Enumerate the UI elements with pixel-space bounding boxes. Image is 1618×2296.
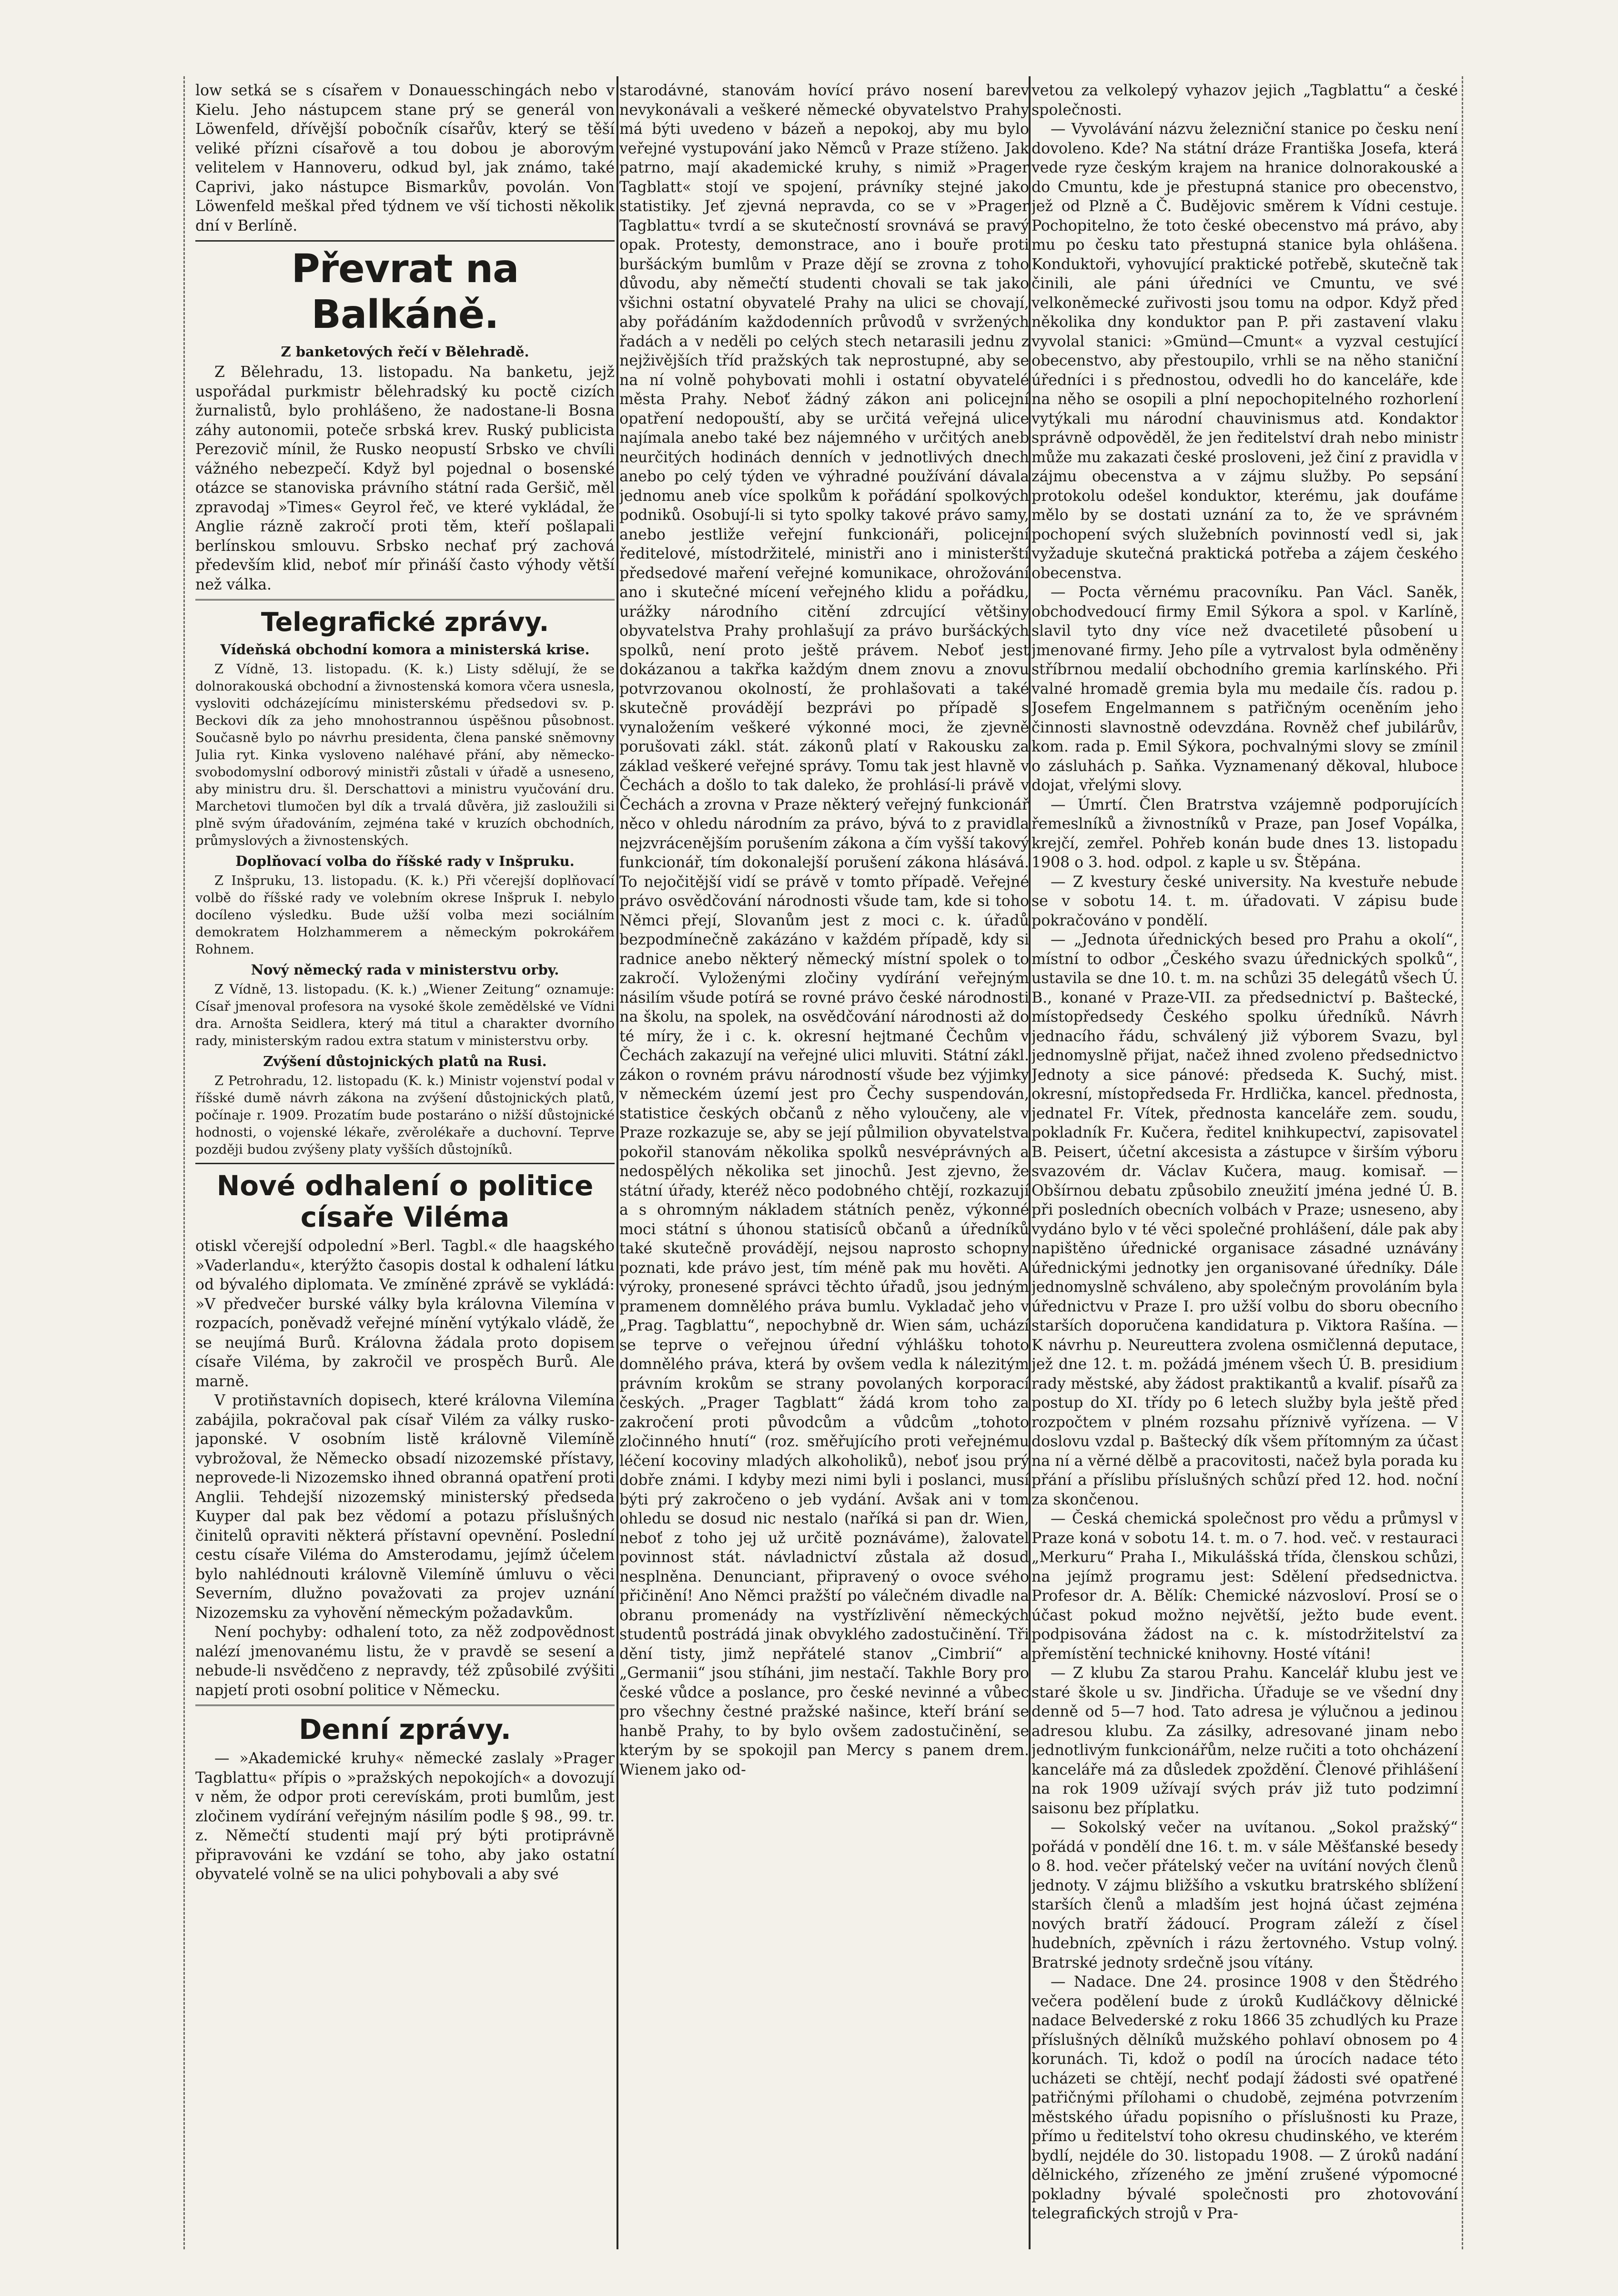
article-intro-text: low setká se s císařem v Donauesschingách nebo v Kielu. Jeho nástupcem stane prý se generál von Löwenfeld, dřívější pobočník císařův, který se těší veliké přízni císařově a tou dobou je aborovým velitelem v Hannoveru, odkud byl, jak známo, také Caprivi, jako nástupce Bismarkův, povolán. Von Löwenfeld meškal před týdnem ve vší tichosti několik dní v Berlíně. <box>195 82 615 234</box>
subheading-zvyseni-platu: Zvýšení důstojnických platů na Rusi. <box>263 1053 547 1069</box>
subheading-doplnovaci-volba: Doplňovací volba do říšské rady v Inšpruku. <box>235 853 575 869</box>
article-zvyseni-platu-text: Z Petrohradu, 12. listopadu (K. k.) Ministr vojenství podal v říšské dumě návrh zákona na zvýšení důstojnických platů, počínaje r. 1909. Prozatím bude postaráno o nižší důstojnické hodnosti, o vojenské lékaře, zvěrolékaře a duchovní. Teprve později budou zvýšeny platy vyšších důstojníků. <box>195 1073 615 1157</box>
headline-nove-odhaleni: Nové odhalení o politice císaře Viléma <box>216 1169 594 1233</box>
column-1 <box>195 81 615 2254</box>
article-denni-text: — »Akademické kruhy« německé zaslaly »Prager Tagblattu« přípis o »pražských nepokojích« a dovozují v něm, že odpor proti cerevískám, proti bumlům, jest zločinem vydírání veřejným násilím podle § 98., 99. tr. z. Němečtí studenti mají prý býti protiprávně připravováni ke vzdání se toho, aby jako ostatní obyvatelé volně se na ulici pohybovali a aby své <box>195 1750 615 1883</box>
article-odhaleni-text-2: V protiňstavních dopisech, které královna Vilemína zabájila, pokračoval pak císař Vilém za války rusko-japonské. V osobním listě královně Vilemíně vybrožoval, že Německo obsadí nizozemské přístavy, neprovede-li Nizozemsko ihned obranná opatření proti Anglii. Tehdejší nizozemský ministerský předseda Kuyper dal pak bez vědomí a potazu příslušných činitelů opraviti některá přístavní opevnění. Poslední cestu císaře Viléma do Amsterodamu, jejímž účelem bylo nahlédnouti královně Vilemíně úmluvu o věci Severním, dlužno považovati za projev uznání Nizozemsku za vyhovění německým požadavkům. <box>195 1392 615 1622</box>
article-vyvolavani-stanice: — Vyvolávání názvu železniční stanice po česku není dovoleno. Kde? Na státní dráze Františka Josefa, která vede ryze českým krajem na hranice dolnorakouské a do Cmuntu, kde je přestupná stanice pro obecenstvo, jež od Plzně a Č. Budějovic směrem k Vídni cestuje. Pochopitelno, že toto české obecenstvo má právo, aby mu po česku tato přestupná stanice byla ohlášena. Konduktoři, vyhovující praktické potřebě, skutečně tak činili, ale páni úředníci ve Cmuntu, ve své velkoněmecké zuřivosti jsou tomu na odpor. Když před několika dny konduktor pan P. při zastavení vlaku vyvolal stanici: »Gmünd—Cmunt« a vyzval cestující obecenstvo, aby přestoupilo, vrhli se na něho staniční úředníci i s přednostou, odvedli ho do kanceláře, kde na něho se osopili a plní nepochopitelného rozhorlení vytýkali mu národní chauvinismus atd. Kondaktor správně odpověděl, že jen ředitelství drah nebo ministr může mu zakazati české prosloveni, jež činí z pravidla v zájmu obecenstva a v zájmu služby. Po sepsání protokolu odešel konduktor, kterému, jak doufáme mělo by se dostati uznání za to, že ve správném pochopení svých služebních povinností vedl si, jak vyžaduje skutečná praktická potřeba a zájem českého obecenstva. <box>1031 121 1458 582</box>
article-banket-text: Z Bělehradu, 13. listopadu. Na banketu, jejž uspořádal purkmistr bělehradský ku poctě cizích žurnalistů, bylo prohlášeno, že nadostane-li Bosna záhy autonomii, poteče srbská krev. Ruský publicista Perezovič mínil, že Rusko neopustí Srbsko ve chvíli vážného nebezpečí. Když byl pojednal o bosenské otázce se stanoviska právního státní rada Geršič, měl zpravodaj »Times« Geyrol řeč, ve které vykládal, že Anglie rázně zakročí proti těm, kteří pošlapali berlínskou smlouvu. Srbsko nechať prý zachová především klid, neboť mír přináší často výhody větší než válka. <box>195 364 615 593</box>
article-doplnovaci-volba-text: Z Inšpruku, 13. listopadu. (K. k.) Při včerejší doplňovací volbě do říšské rady ve volebním okrese Inšpruk I. nebylo docíleno výsledku. Bude užší volba mezi sociálním demokratem Holzhammerem a německým pokrokářem Rohnem. <box>195 873 615 957</box>
article-odhaleni-text-1: otiskl včerejší odpolední »Berl. Tagbl.« dle haagského »Vaderlandu«, kterýžto časopis dostal k odhalení látku od bývalého diplomata. Ve zmíněné zprávě se vykládá: »V předvečer burské války byla královna Vilemína v rozpacích, poněvadž veřejné mínění vytýkalo vládě, že se neujímá Burů. Královna žádala proto dopisem císaře Viléma, by zakročil ve prospěch Burů. Ale marně. <box>195 1238 615 1390</box>
subheading-novy-rada: Nový německý rada v ministerstvu orby. <box>251 962 559 978</box>
divider <box>195 240 615 242</box>
subheading-banket: Z banketových řečí v Bělehradě. <box>281 344 529 360</box>
headline-denni-zpravy: Denní zprávy. <box>299 1713 511 1746</box>
subheading-obchodni-komora: Vídeňská obchodní komora a ministerská krise. <box>220 641 590 658</box>
headline-prevrat-na-balkane: Převrat na Balkáně. <box>291 246 519 337</box>
divider <box>195 1705 615 1708</box>
article-jednota-uredniku: — „Jednota úřednických besed pro Prahu a okolí“, místní to odbor „Českého svazu úřednických spolků“, ustavila se dne 10. t. m. na schůzi 35 delegátů všech Ú. B., konané v Praze-VII. za předsednictví p. Baštecké, místopředsedy Českého spolku úředníků. Návrh jednacího řádu, schválený již výborem Svazu, byl jednomyslně přijat, načež ihned zvoleno předsednictvo Jednoty a sice pánové: předseda K. Suchý, mist. okresní, místopředseda Fr. Hrdlička, kancel. přednosta, jednatel Fr. Vítek, přednosta kanceláře zem. soudu, pokladník Fr. Kučera, ředitel knihkupectví, zapisovatel B. Peisert, účetní akcesista a zástupce v širším výboru svazovém dr. Václav Kučera, maug. komisař. — Obšírnou debatu způsobilo zneužití jména jedné Ú. B. při posledních obecních volbách v Praze; usneseno, aby vydáno bylo v té věci společné prohlášení, dále pak aby napištěno úřednické organisace zásadné uznávány úřednickými jednotky jen organisované úředníky. Dále jednomyslně schváleno, aby společným provoláním byla úřednictvu v Praze I. pro užší volbu do sboru obecního starších doporučena kandidatura p. Viktora Rašína. — K návrhu p. Neureuttera zvolena osmičlenná deputace, jež dne 12. t. m. požádá jménem všech Ú. B. presidium rady městské, aby žádost praktikantů a kvalif. písařů za postup do XI. třídy po 6 letech služby byla ještě před rozpočtem v plném rozsahu příznivě vyřízena. — V doslovu vzdal p. Baštecký dík všem přítomným za účast na ní a věrné dělbě a pracovitosti, načež byla porada ku přání a příslibu příslušných schůzí před 12. hod. noční za skončenou. <box>1031 931 1458 1508</box>
article-kvestura: — Z kvestury české university. Na kvestuře nebude se v sobotu 14. t. m. úřadovati. V zápisu bude pokračováno v pondělí. <box>1031 873 1458 929</box>
article-continuation-end: vetou za velkolepý vyhazov jejich „Tagblattu“ a české společnosti. <box>1031 82 1458 119</box>
article-sokolsky-vecer: — Sokolský večer na uvítanou. „Sokol pražský“ pořádá v pondělí dne 16. t. m. v sále Měšťanské besedy o 8. hod. večer přátelský večer na uvítání nových členů jednoty. V zájmu bližšího a vskutku bratrského sblížení starších členů a mladším jest hojná účast zejména nových bratří žádoucí. Program záleží z čísel hudebních, zpěvních i rázu žertovného. Vstup volný. Bratrské jednoty srdečně jsou vítány. <box>1031 1819 1458 1971</box>
column-3 <box>1031 81 1458 2254</box>
divider <box>195 1163 615 1164</box>
article-odhaleni-text-3: Není pochyby: odhalení toto, za něž zodpovědnost nalézí jmenovanému listu, že v pravdě se sesení a nebude-li nsvědčeno z nepravdy, též způsobilé zvýšiti napjetí proti osobní politice v Německu. <box>195 1624 615 1699</box>
column-2 <box>619 81 1029 2254</box>
article-obchodni-komora-text: Z Vídně, 13. listopadu. (K. k.) Listy sdělují, že se dolnorakouská obchodní a živnostenská komora včera usnesla, vysloviti odcházejícímu ministerskému předsedovi sv. p. Beckovi dík za jeho mnohostrannou úspěšnou působnost. Současně bylo po návrhu presidenta, člena panské sněmovny Julia ryt. Kinka vysloveno naléhavé přání, aby německo-svobodomyslní odborový ministři zůstali v úřadě a usneseno, aby ministru dru. šl. Derschattovi a ministru vyučování dru. Marchetovi tlumočen byl dík a trvalá důvěra, již zasloužili si plně svým úřadováním, zejména také v kruzích obchodních, průmyslových a živnostenských. <box>195 661 615 848</box>
article-chemicka-spolecnost: — Česká chemická společnost pro vědu a průmysl v Praze koná v sobotu 14. t. m. o 7. hod. več. v restauraci „Merkuru“ Praha I., Mikulášská třída, členskou schůzi, na jejímž programu jest: Sdělení předsednictva. Profesor dr. A. Bělík: Chemické názvosloví. Prosí se o účast pokud možno největší, ježto bude event. podpisována žádost na c. k. místodržitelství za přemístění technické knihovny. Hosté vítáni! <box>1031 1510 1458 1663</box>
article-pocta-pracovniku: — Pocta věrnému pracovníku. Pan Václ. Saněk, obchodvedoucí firmy Emil Sýkora a spol. v Karlíně, slavil tyto dny více než dvacetileté působení u jmenované firmy. Jeho píle a vytrvalost byla odměněny stříbrnou medalií obchodního gremia karlínského. Při valné hromadě gremia byla mu medaile čís. radou p. Josefem Engelmannem s patřičným oceněním jeho činnosti slavnostně odevzdána. Rovněž chef jubilárův, kom. rada p. Emil Sýkora, pochvalnými slovy se zmínil o zásluhách p. Saňka. Vyznamenaný děkoval, hluboce dojat, vřelými slovy. <box>1031 584 1458 794</box>
divider <box>195 599 615 602</box>
article-continuation-text: starodávné, stanovám hovící právo nosení barev nevykonávali a veškeré německé obyvatelstvo Prahy má býti uvedeno v bázeň a nepokoj, aby mu bylo veřejné vystupování jako Němců v Praze stíženo. Jak patrno, mají akademické kruhy, s nimiž »Prager Tagblatt« stojí ve spojení, právníky stejné jako statistiky. Jeť zjevná nepravda, co se v »Prager Tagblattu« tvrdí a se skutečností srovnává se pravý opak. Protesty, demonstrace, ano i bouře proti buršáckým bumlům v Praze dějí se zrovna z toho důvodu, aby němečtí studenti chovali se tak jako všichni ostatní obyvatelé Prahy na ulici se chovají, aby pořádáním každodenních průvodů v svržených řadách a v neděli po celých stech netarasili jednu z nejživějších tříd pražských tak neprostupné, aby se na ní volně pohybovati mohli i ostatní obyvatelé města Prahy. Neboť žádný zákon ani policejní opatření nedopouští, aby se určitá veřejná ulice najímala anebo také bez nájemného v určitých aneb neurčitých hodinách denních v jednotlivých dnech anebo po celý týden ve výhradné používání dávala jednomu aneb více spolkům k pořádání spolkových podniků. Osobují-li si tyto spolky takové právo samy, anebo jestliže veřejní funkcionáři, policejní ředitelové, místodržitelé, ministři ano i ministerští předsedové maření veřejné komunikace, ohrožování ano i skutečné mícení veřejného klidu a pořádku, urážky národního citění zdrcující většiny obyvatelstva Prahy prohlašují za právo buršáckých spolků, není proto ještě právem. Neboť jest dokázanou a takřka každým dnem znovu a znovu potvrzovanou okolností, že prohlašovati a také skutečně provádějí bezprávi po případě s vynaložením veškeré výkonné moci, že zjevně porušovati zákl. stát. zákonů platí v Rakousku za základ veškeré veřejné správy. Tomu tak jest hlavně v Čechách a došlo to tak daleko, že prohlásí-li právě v Čechách a zrovna v Praze některý veřejný funkcionář něco v ohledu národním za právo, bývá to z pravidla nejzvrácenějším porušením zákona a čím vyšší takový funkcionář, tím dokonalejší porušení zákona hlásává. To nejočitější vidí se právě v tomto případě. Veřejné právo osvědčování národnosti všude tam, kde si toho Němci přejí, Slovanům jest z moci c. k. úřadů bezpodmínečně zakázáno v každém případě, kdy si radnice anebo některý německý místní spolek o to zakročí. Vyloženými zločiny vydírání veřejným násilím všude potírá se rovné právo české národnosti na školu, na spolek, na osvědčování národnosti až do té míry, že i c. k. okresní hejtmané Čechům v Čechách zakazují na veřejné ulici mluviti. Státní zákl. zákon o rovném právu národností všude bez výjimky v německém území jest pro Čechy suspendován, statistice českých občanů z něho vyloučeny, ale v Praze rozkazuje se, aby se její půlmilion obyvatelstva pokořil stanovám několika spolků nesvéprávných a nedospělých několika set jinochů. Jest zjevno, že státní úřady, kteréž něco podobného chtějí, rozkazují a s ohromným nákladem státních peněz, výkonné moci státní s úhonou statisíců občanů a úředníků také skutečně provádějí, nejsou naprosto schopny poznati, kde právo jest, tím méně pak mu hověti. A výroky, pronesené správci těchto úřadů, jsou jedným pramenem domnělého práva bumlu. Vykladač jeho v „Prag. Tagblattu“, nepochybně dr. Wien sám, uchází se teprve o veřejnou úřední výhlášku tohoto domnělého práva, která by ovšem vedla k nálezitým právním krokům se strany povolaných korporací českých. „Prager Tagblatt“ žádá krom toho za zakročení proti původcům a vůdcům „tohoto zločinného hnutí“ (roz. směřujícího proti veřejnému léčení kocoviny mladých alkoholiků), neboť jsou prý dobře známi. I kdyby mezi nimi byli i poslanci, musí býti prý zakročeno o jeb vydání. Avšak ani v tom ohledu se dosud nic nestalo (naříká si pan dr. Wien, neboť z toho jej už určitě poznáváme), žalovatel povinnost stát. návladnictví zůstala až dosud nesplněna. Denunciant, připravený o ovoce svého přičinění! Ano Němci pražští po válečném divadle na obranu promenády na vystřízlivění německých studentů postrádá jinak obvyklého zadostučinění. Tři dění tisty, jimž nepřátelé stanov „Cimbrií“ a „Germanii“ jsou stíháni, jim nestačí. Takhle Bory pro české vůdce a poslance, pro české nevinné a vůbec pro všechny čestné pražské našince, kteří brání se hanbě Prahy, to by bylo ovšem zadostučinění, se kterým by se spokojil pan Mercy s panem drem. Wienem jako od- <box>619 82 1029 1778</box>
left-margin-rule <box>183 76 185 2249</box>
right-margin-rule <box>1462 76 1463 2249</box>
article-umrti: — Úmrtí. Člen Bratrstva vzájemně podporujících řemeslníků a živnostníků v Praze, pan Josef Vopálka, krejčí, zemřel. Pohřeb konán bude dnes 13. listopadu 1908 o 3. hod. odpol. z kaple u sv. Štěpána. <box>1031 796 1458 871</box>
article-klub-za-starou-prahu: — Z klubu Za starou Prahu. Kancelář klubu jest ve staré škole u sv. Jindřicha. Úřaduje se ve všední dny denně od 5—7 hod. Tato adresa je výlučnou a jedinou adresou klubu. Za zásilky, adresované jinam nebo jednotlivým funkcionářům, nelze ručiti a toto ohcházení kanceláře má za důsledek zpoždění. Členové přihlášení na rok 1909 užívají svých práv již tuto podzimní saisonu bez příplatku. <box>1031 1665 1458 1817</box>
column-rule-1 <box>617 76 618 2249</box>
article-novy-rada-text: Z Vídně, 13. listopadu. (K. k.) „Wiener Zeitung“ oznamuje: Císař jmenoval profesora na vysoké škole zemědělské ve Vídni dra. Arnošta Seidlera, který má titul a charakter dvorního rady, ministerským radou extra statum v ministerstvu orby. <box>195 982 615 1048</box>
article-nadace: — Nadace. Dne 24. prosince 1908 v den Štědrého večera podělení bude z úroků Kudláčkovy dělnické nadace Belvederské z roku 1866 35 zchudlých ku Praze příslušných dělníků mužského pohlaví obnosem po 4 korunách. Ti, kdož o podíl na úrocích nadace této ucházeti se chtějí, nechť podají žádosti své opatřené patřičnými přílohami o chudobě, zejména potvrzením městského úřadu popisního o příslušnosti ku Praze, přímo u ředitelství toho okresu chudinského, ve kterém bydlí, nejdéle do 30. listopadu 1908. — Z úroků nadání dělnického, zřízeného ze jmění zrušené výpomocné pokladny bývalé společnosti pro zhotovování telegrafických strojů v Pra- <box>1031 1973 1458 2222</box>
headline-telegraficke-zpravy: Telegrafické zprávy. <box>261 607 549 637</box>
